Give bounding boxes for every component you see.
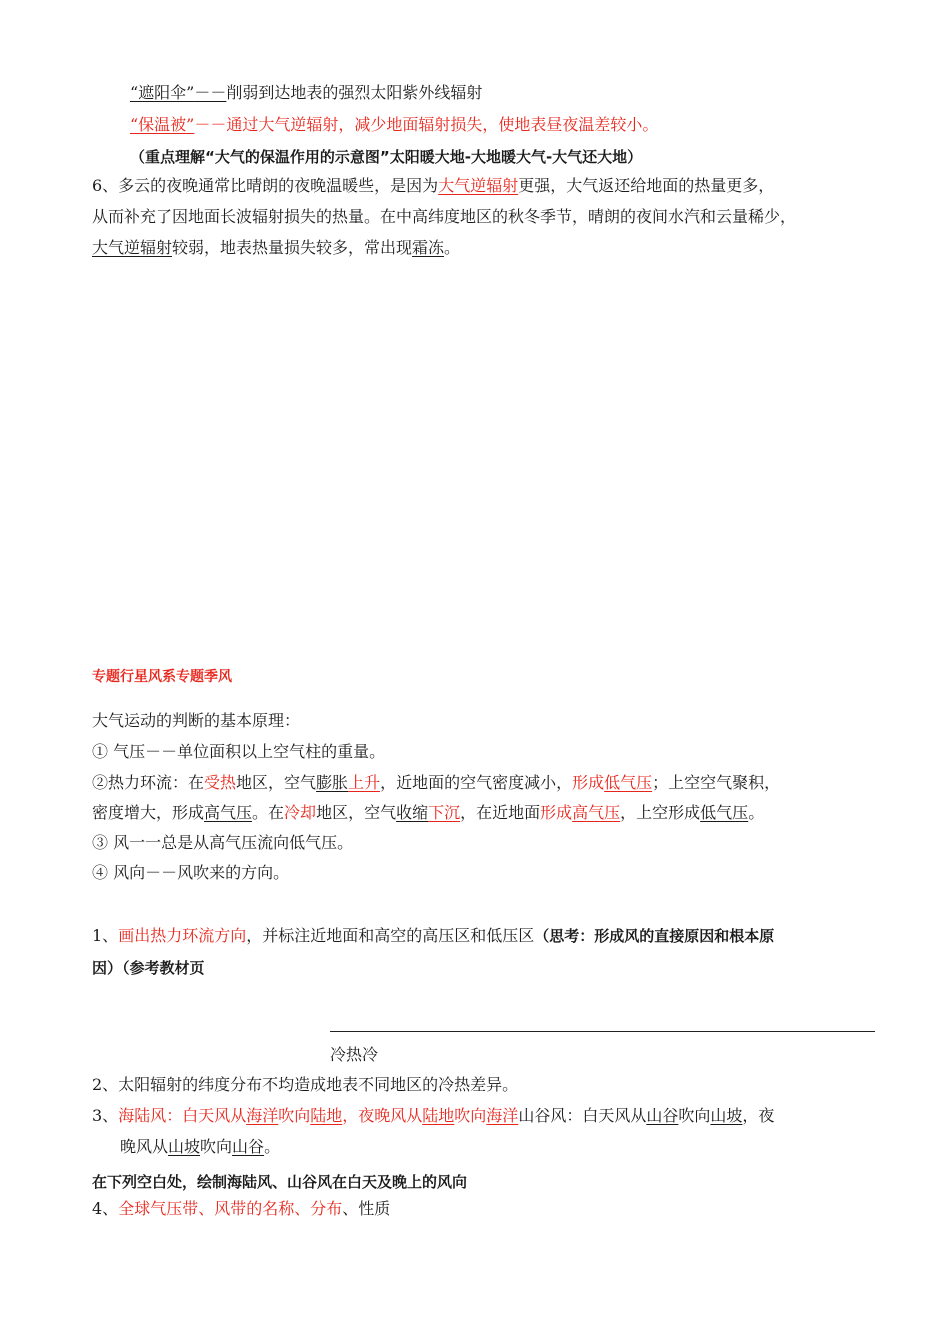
q1-red-text: 画出热力环流方向 [118, 926, 247, 945]
q3-c: 吹向 [278, 1106, 311, 1125]
umbrella-line [130, 82, 482, 104]
item6-line2: 从而补充了因地面长波辐射损失的热量。在中高纬度地区的秋冬季节，晴朗的夜间水汽和云量稀少， [92, 207, 797, 226]
diagram-label: 冷热冷 [330, 1045, 379, 1064]
q3-line1 [92, 1105, 774, 1127]
p2-b: 受热 [204, 773, 237, 792]
p2-e: 上升 [348, 773, 381, 792]
umbrella-dash: －－ [194, 83, 227, 102]
q3-i: 山谷风：白天风从 [518, 1106, 647, 1125]
p2-q: ，在近地面 [460, 803, 541, 822]
item6-text-d: 。 [444, 238, 461, 257]
q3-a: 海陆风：白天风从 [118, 1106, 247, 1125]
q3-j: 山谷 [646, 1106, 679, 1125]
quilt-line [130, 114, 658, 136]
p2-f: ，近地面的空气密度减小， [380, 773, 573, 792]
q3-d: 陆地 [310, 1106, 343, 1125]
p2-n: 地区，空气 [316, 803, 397, 822]
p2-s: 高气压 [572, 803, 621, 822]
q1-bold-text: （思考：形成风的直接原因和根本原 [534, 927, 775, 945]
item6-line1 [92, 175, 774, 197]
diagram-ground-line [330, 1031, 875, 1032]
q3-k: 吹向 [678, 1106, 711, 1125]
p2-c: 地区，空气 [236, 773, 317, 792]
q4-text: 、性质 [342, 1199, 391, 1218]
p2-v: 。 [748, 803, 765, 822]
q1-number: 1、 [92, 926, 119, 945]
principle-2-line1 [92, 772, 780, 794]
p2-g: 形成 [572, 773, 605, 792]
q1-text: ，并标注近地面和高空的高压区和低压区 [246, 926, 535, 945]
p2-o: 收缩 [396, 803, 429, 822]
p2-p: 下沉 [428, 803, 461, 822]
quilt-term: “保温被” [130, 115, 195, 134]
q4-line [92, 1198, 390, 1220]
q3-r: 。 [264, 1137, 281, 1156]
item6-text-b: 更强，大气返还给地面的热量更多， [518, 176, 775, 195]
p2-a: ②热力环流：在 [92, 773, 205, 792]
q3-number: 3、 [92, 1106, 119, 1125]
q1-line2: 因）（参考教材页 [92, 959, 205, 977]
principle-2-line2 [92, 802, 764, 824]
item6-keyword-3: 霜冻 [412, 238, 445, 257]
principle-3: ③ 风一一总是从高气压流向低气压。 [92, 833, 354, 852]
q3-f: 陆地 [422, 1106, 455, 1125]
drawing-instruction: 在下列空白处，绘制海陆风、山谷风在白天及晚上的风向 [92, 1173, 468, 1191]
note-line: （重点理解“大气的保温作用的示意图”太阳暖大地-大地暖大气-大气还大地） [130, 148, 643, 166]
item6-keyword-2: 大气逆辐射 [92, 238, 173, 257]
p2-t: ，上空形成 [620, 803, 701, 822]
q4-number: 4、 [92, 1199, 119, 1218]
p2-k: 高气压 [204, 803, 253, 822]
q4-red-text: 全球气压带、风带的名称、分布 [118, 1199, 343, 1218]
p2-j: 密度增大，形成 [92, 803, 205, 822]
item6-text-a: 6、多云的夜晚通常比晴朗的夜晚温暖些，是因为 [92, 176, 439, 195]
q2-line: 2、太阳辐射的纬度分布不均造成地表不同地区的冷热差异。 [92, 1075, 519, 1094]
q3-p: 吹向 [200, 1137, 233, 1156]
umbrella-desc: 削弱到达地表的强烈太阳紫外线辐射 [226, 83, 483, 102]
q3-o: 山坡 [168, 1137, 201, 1156]
p2-i: ；上空空气聚积， [652, 773, 781, 792]
q3-e: ，夜晚风从 [342, 1106, 423, 1125]
item6-text-c: 较弱，地表热量损失较多，常出现 [172, 238, 413, 257]
q3-m: ，夜 [742, 1106, 775, 1125]
p2-d: 膨胀 [316, 773, 349, 792]
q1-line1 [92, 925, 774, 947]
p2-l: 。在 [252, 803, 285, 822]
q3-b: 海洋 [246, 1106, 279, 1125]
p2-m: 冷却 [284, 803, 317, 822]
item6-keyword-1: 大气逆辐射 [438, 176, 519, 195]
p2-r: 形成 [540, 803, 573, 822]
q3-q: 山谷 [232, 1137, 265, 1156]
principles-heading: 大气运动的判断的基本原理： [92, 711, 301, 730]
quilt-desc: －－通过大气逆辐射，减少地面辐射损失，使地表昼夜温差较小。 [194, 115, 659, 134]
p2-u: 低气压 [700, 803, 749, 822]
principle-4: ④ 风向－－风吹来的方向。 [92, 863, 290, 882]
q3-h: 海洋 [486, 1106, 519, 1125]
q3-l: 山坡 [710, 1106, 743, 1125]
umbrella-term: “遮阳伞” [130, 83, 195, 102]
q3-g: 吹向 [454, 1106, 487, 1125]
section-title: 专题行星风系专题季风 [92, 669, 232, 685]
q3-line2 [120, 1136, 280, 1158]
p2-h: 低气压 [604, 773, 653, 792]
q3-n: 晚风从 [120, 1137, 169, 1156]
principle-1: ① 气压－－单位面积以上空气柱的重量。 [92, 742, 386, 761]
item6-line3 [92, 237, 460, 259]
